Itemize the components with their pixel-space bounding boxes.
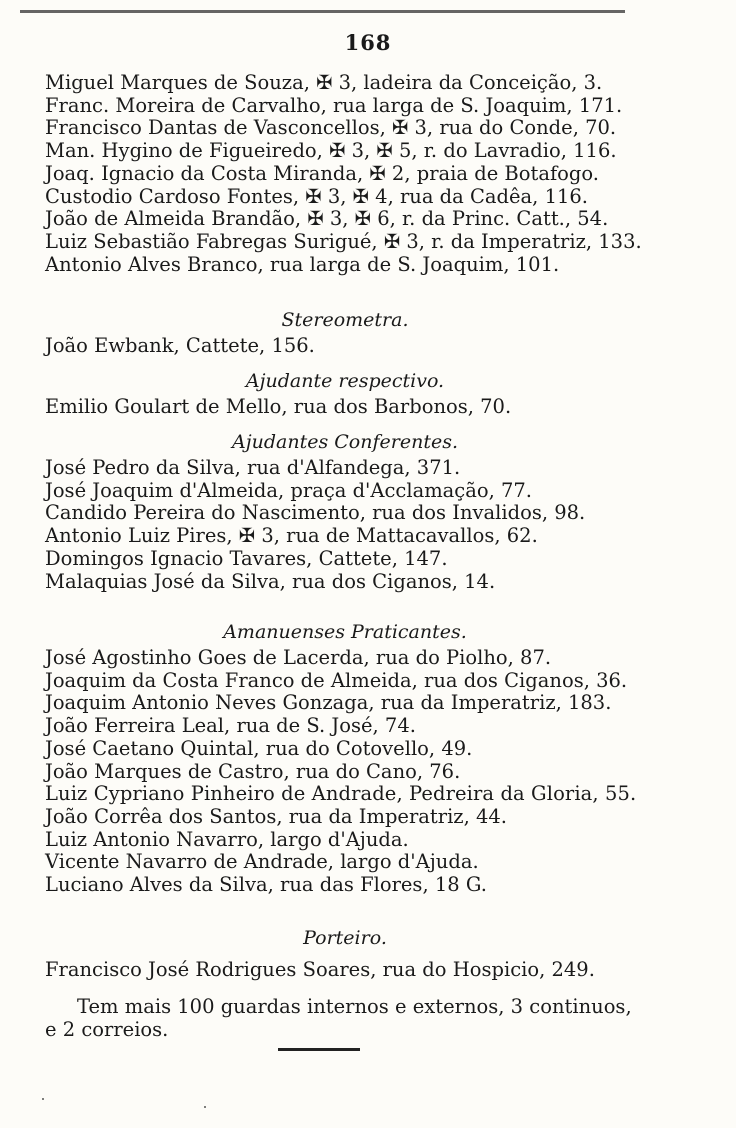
- list-item: Emilio Goulart de Mello, rua dos Barbonos, 70.: [45, 395, 512, 418]
- list-item: José Agostinho Goes de Lacerda, rua do Piolho, 87.: [45, 646, 552, 669]
- list-item: Franc. Moreira de Carvalho, rua larga de S. Joaquim, 171.: [45, 93, 623, 117]
- speck: [42, 1098, 44, 1100]
- list-item: Candido Pereira do Nascimento, rua dos Invalidos, 98.: [45, 501, 586, 525]
- bottom-rule: [278, 1048, 360, 1051]
- list-item: Domingos Ignacio Tavares, Cattete, 147.: [45, 546, 448, 570]
- section-heading: Ajudante respectivo.: [245, 370, 445, 392]
- note-line: Tem mais 100 guardas internos e externos, 3 continuos,: [77, 995, 632, 1018]
- section-porteiro: [45, 924, 685, 982]
- list-item: Custodio Cardoso Fontes, ✠ 3, ✠ 4, rua da Cadêa, 116.: [45, 184, 589, 208]
- page-number: 168: [344, 30, 392, 55]
- list-item: Malaquias José da Silva, rua dos Ciganos, 14.: [45, 569, 496, 593]
- list-item: Antonio Luiz Pires, ✠ 3, rua de Mattacavallos, 62.: [45, 524, 538, 548]
- list-item: Vicente Navarro de Andrade, largo d'Ajuda.: [45, 850, 479, 874]
- speck: [204, 1106, 206, 1108]
- list-item: José Caetano Quintal, rua do Cotovello, 49.: [45, 736, 473, 760]
- list-item: Joaq. Ignacio da Costa Miranda, ✠ 2, praia de Botafogo.: [45, 161, 599, 185]
- list-item: Man. Hygino de Figueiredo, ✠ 3, ✠ 5, r. do Lavradio, 116.: [45, 139, 617, 163]
- list-item: Francisco Dantas de Vasconcellos, ✠ 3, rua do Conde, 70.: [45, 116, 617, 140]
- list-item: José Joaquim d'Almeida, praça d'Acclamação, 77.: [45, 478, 533, 502]
- section-heading: Stereometra.: [281, 309, 409, 331]
- section-conferentes: [45, 428, 685, 593]
- list-item: Joaquim da Costa Franco de Almeida, rua dos Ciganos, 36.: [45, 668, 628, 692]
- list-item: Luiz Cypriano Pinheiro de Andrade, Pedreira da Gloria, 55.: [45, 782, 637, 806]
- entries-top: [45, 72, 685, 276]
- section-heading: Porteiro.: [303, 927, 387, 949]
- section-ajudante: [45, 367, 685, 419]
- section-amanuenses: [45, 618, 685, 897]
- list-item: Luiz Antonio Navarro, largo d'Ajuda.: [45, 827, 409, 851]
- list-item: Antonio Alves Branco, rua larga de S. Joaquim, 101.: [45, 252, 560, 276]
- top-rule: [20, 10, 625, 13]
- section-stereometra: [45, 306, 685, 358]
- list-item: João Marques de Castro, rua do Cano, 76.: [45, 759, 461, 783]
- list-item: Luciano Alves da Silva, rua das Flores, 18 G.: [45, 873, 487, 897]
- section-heading: Ajudantes Conferentes.: [232, 431, 458, 453]
- section-heading: Amanuenses Praticantes.: [223, 621, 467, 643]
- list-item: João Ferreira Leal, rua de S. José, 74.: [45, 714, 416, 738]
- list-item: João Ewbank, Cattete, 156.: [45, 334, 315, 357]
- note-line: e 2 correios.: [45, 1017, 169, 1041]
- list-item: Francisco José Rodrigues Soares, rua do Hospicio, 249.: [45, 958, 595, 981]
- list-item: Miguel Marques de Souza, ✠ 3, ladeira da Conceição, 3.: [45, 71, 603, 94]
- list-item: Joaquim Antonio Neves Gonzaga, rua da Imperatriz, 183.: [45, 691, 612, 715]
- closing-note: [45, 996, 685, 1041]
- list-item: João Corrêa dos Santos, rua da Imperatriz, 44.: [45, 804, 507, 828]
- list-item: João de Almeida Brandão, ✠ 3, ✠ 6, r. da Princ. Catt., 54.: [45, 207, 609, 231]
- list-item: José Pedro da Silva, rua d'Alfandega, 371.: [45, 456, 461, 479]
- list-item: Luiz Sebastião Fabregas Surigué, ✠ 3, r. da Imperatriz, 133.: [45, 229, 642, 253]
